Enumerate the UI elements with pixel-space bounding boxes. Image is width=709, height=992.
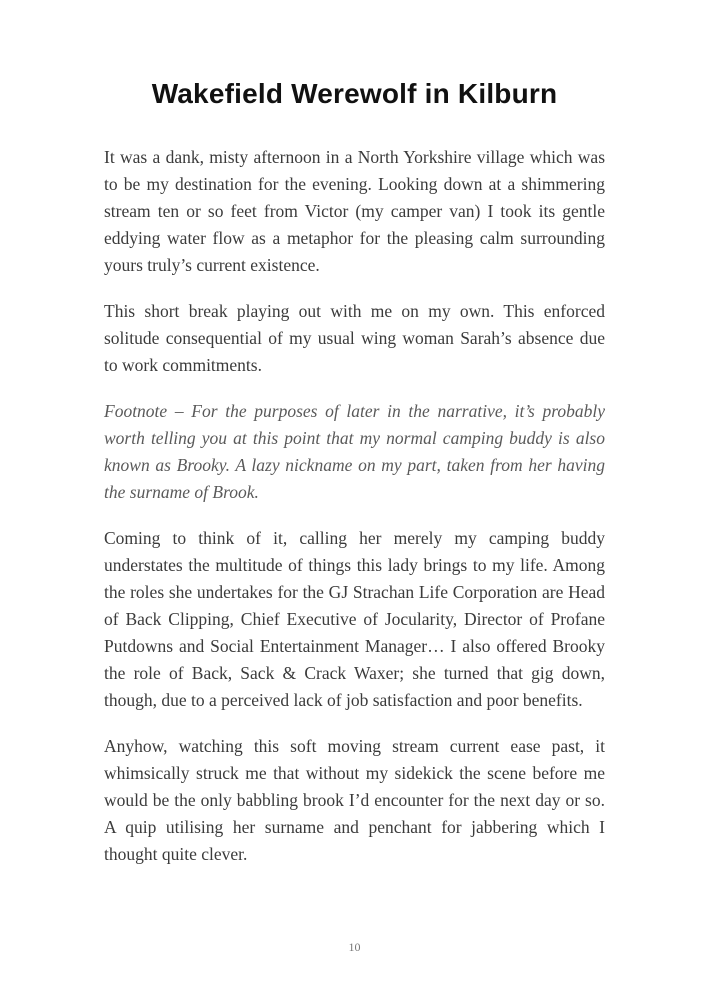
paragraph-4: Coming to think of it, calling her merely my camping buddy understates the multitude of things this lady brings to my life. Among the roles she undertakes for the GJ Strachan Life Corporation are Head of Back Clipping, Chief Executive of Jocularity, Director of Profane Putdowns and Social Entertainment Manager… I also offered Brooky the role of Back, Sack & Crack Waxer; she turned that gig down, though, due to a perceived lack of job satisfaction and poor benefits. bbox=[104, 528, 605, 710]
paragraph-2: This short break playing out with me on my own. This enforced solitude consequential of my usual wing woman Sarah’s absence due to work commitments. bbox=[104, 301, 605, 375]
page-title: Wakefield Werewolf in Kilburn bbox=[151, 78, 558, 109]
paragraph-1: It was a dank, misty afternoon in a North Yorkshire village which was to be my destination for the evening. Looking down at a shimmering stream ten or so feet from Victor (my camper van) I took its gentle eddying water flow as a metaphor for the pleasing calm surrounding yours truly’s current existence. bbox=[104, 147, 605, 275]
footnote-paragraph: Footnote – For the purposes of later in the narrative, it’s probably worth telling you at this point that my normal camping buddy is also known as Brooky. A lazy nickname on my part, taken from her having the surname of Brook. bbox=[104, 401, 605, 502]
page-footer bbox=[0, 938, 709, 956]
paragraph-5: Anyhow, watching this soft moving stream current ease past, it whimsically struck me that without my sidekick the scene before me would be the only babbling brook I’d encounter for the next day or so. A quip utilising her surname and penchant for jabbering which I thought quite clever. bbox=[104, 736, 605, 864]
page-number: 10 bbox=[348, 940, 361, 954]
